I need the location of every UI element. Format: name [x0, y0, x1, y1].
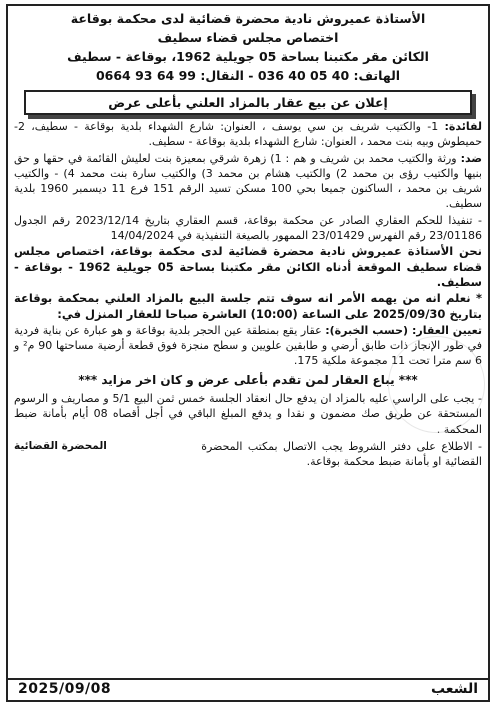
- paragraph-against: [14, 151, 482, 212]
- against-text: ورثة والكتيب محمد بن شريف و هم : 1) زهرة شرقي بمعيزة بنت لعليش القائمة في حقها و حق بنيها والكتيب رؤى بن محمد 2) والكتيب هشام بن محمد 3) والكتيب سارة بنت محمد 4) - والكتيب شريف بن محمد ، الساكنون جميعا بحي 100 مسكن تسيد الرقم 151 فرع 11 ديسمبر 1960 بلدية سطيف.: [14, 151, 482, 211]
- newspaper-footer: [6, 678, 490, 702]
- paragraph-conditions: - الاطلاع على دفتر الشروط يجب الاتصال بمكتب المحضرة القضائية او بأمانة ضبط محكمة بوقاعة.: [201, 439, 482, 469]
- signature-line: [14, 439, 482, 470]
- signature-label: المحضرة القضائية: [14, 439, 107, 452]
- beneficiary-label: لفائدة:: [444, 120, 483, 133]
- header-line-1: الأستاذة عميروش نادية محضرة قضائية لدى محكمة بوقاعة: [70, 11, 426, 26]
- header-line-3: الكائن مقر مكتبنا بساحة 05 جويلية 1962، بوقاعة - سطيف: [67, 49, 429, 64]
- paragraph-beneficiary: [14, 119, 482, 150]
- mobile-number: 0664 93 64 99: [95, 68, 196, 83]
- newspaper-name: الشعب: [430, 681, 478, 697]
- phone-number: 036 40 05 40: [257, 68, 350, 83]
- notice-body: [14, 119, 482, 470]
- sale-condition-heading: *** يباع العقار لمن تقدم بأعلى عرض و كان اخر مزايد ***: [78, 372, 418, 387]
- notice-title-banner: إعلان عن بيع عقار بالمزاد العلني بأعلى عرض: [24, 90, 472, 115]
- paragraph-auction-date: * نعلم انه من يهمه الأمر انه سوف تتم جلسة البيع بالمزاد العلني بمحكمة بوقاعة بتاريخ 2025/09/30 على الساعة (10:00) العاشرة صباحا للعقار المنزل في:: [14, 291, 482, 321]
- property-text: عقار يقع بمنطقة عين الحجر بلدية بوقاعة و هو عبارة عن بناية فردية في طور الإنجاز ذات طابق أرضي و طابقين علويين و سطح منجزة فوق قطعة أرضية مساحتها 90 م² و 6 سم مترا تحت 11 مجموعة ملكية 175.: [14, 323, 483, 368]
- property-label: تعيين العقار: (حسب الخبرة):: [325, 323, 482, 337]
- header-line-4: [14, 66, 482, 85]
- publication-date: 2025/09/08: [18, 681, 112, 697]
- paragraph-bailiff: نحن الأستاذة عميروش نادية محضرة قضائية لدى محكمة بوقاعة، اختصاص مجلس قضاء سطيف الموقعة أدناه الكائن مقر مكتبنا بساحة 05 جويلية 1962 - بوقاعة - سطيف.: [14, 244, 483, 289]
- against-label: ضد:: [460, 151, 482, 165]
- paragraph-property: [14, 323, 482, 369]
- paragraph-judgment: - تنفيذا للحكم العقاري الصادر عن محكمة بوقاعة، قسم العقاري بتاريخ 2023/12/14 رقم الجدول 23/01186 رقم الفهرس 23/01429 الممهور بالصيغة التنفيذية في 14/04/2024: [14, 213, 482, 243]
- notice-frame: [6, 4, 490, 680]
- notice-header: [14, 9, 482, 85]
- mobile-label: - النقال:: [200, 68, 254, 83]
- phone-label: الهاتف:: [353, 68, 401, 83]
- header-line-2: اختصاص مجلس قضاء سطيف: [157, 30, 339, 45]
- paragraph-payment: - يجب على الراسي عليه بالمزاد ان يدفع حال انعقاد الجلسة خمس ثمن البيع 5/1 و مصاريف و الرسوم المستحقة عن طريق صك مضمون و نقدا و يدفع المبلغ الباقي في أجل أقصاه 08 أيام بأمانة ضبط المحكمة .: [14, 392, 482, 436]
- beneficiary-text: 1- والكتيب شريف بن سي يوسف ، العنوان: شارع الشهداء بلدية بوقاعة - سطيف، 2- حميطوش وبيه بنت محمد ، العنوان: شارع الشهداء بلدية بوقاعة - سطيف.: [14, 120, 482, 149]
